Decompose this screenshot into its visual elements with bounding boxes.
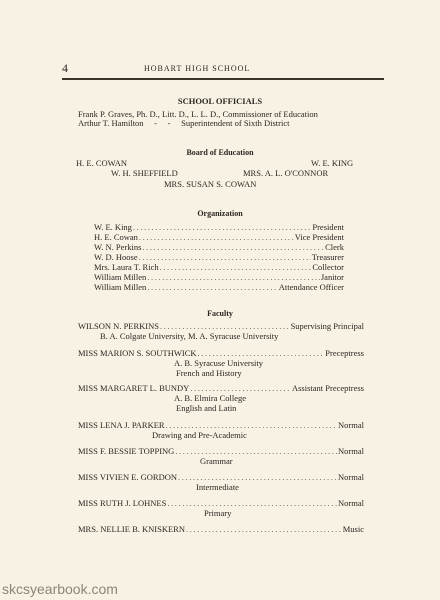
faculty-detail: Primary — [204, 508, 232, 518]
member-name: H. E. Cowan — [94, 232, 138, 242]
faculty-name: MISS MARGARET L. BUNDY — [78, 383, 190, 393]
faculty-role: Music — [342, 524, 364, 534]
dot-leader — [142, 242, 324, 252]
organization-row — [94, 272, 344, 282]
faculty-row — [78, 446, 364, 456]
dot-leader — [147, 282, 277, 292]
faculty-name: MISS VIVIEN E. GORDON — [78, 472, 178, 482]
dot-leader — [166, 420, 337, 430]
official-line: Arthur T. Hamilton - - Superintendent of Sixth District — [78, 118, 290, 128]
board-member: H. E. COWAN — [76, 158, 127, 168]
faculty-row — [78, 498, 364, 508]
faculty-row — [78, 348, 364, 358]
faculty-role: Normal — [338, 498, 364, 508]
running-title: HOBART HIGH SCHOOL — [144, 64, 251, 73]
faculty-detail: Grammar — [200, 456, 233, 466]
dot-leader — [167, 498, 337, 508]
organization-heading: Organization — [197, 209, 243, 218]
member-role: Attendance Officer — [278, 282, 344, 292]
dot-leader — [147, 272, 320, 282]
faculty-row — [78, 321, 364, 331]
organization-row — [94, 262, 344, 272]
faculty-detail: A. B. Syracuse University — [174, 358, 264, 368]
official-line: Frank P. Graves, Ph. D., Litt. D., L. L. D., Commissioner of Education — [78, 109, 318, 119]
board-heading: Board of Education — [186, 148, 254, 157]
faculty-detail: English and Latin — [176, 403, 237, 413]
faculty-row — [78, 383, 364, 393]
faculty-role: Supervising Principal — [290, 321, 364, 331]
board-member: W. H. SHEFFIELD — [111, 168, 178, 178]
organization-row — [94, 242, 344, 252]
board-member: MRS. A. L. O'CONNOR — [243, 168, 329, 178]
dot-leader — [160, 321, 290, 331]
faculty-role: Normal — [338, 420, 364, 430]
faculty-role: Normal — [338, 472, 364, 482]
faculty-role: Normal — [338, 446, 364, 456]
page-number: 4 — [62, 61, 68, 75]
faculty-detail: B. A. Colgate University, M. A. Syracuse University — [100, 331, 279, 341]
organization-row — [94, 252, 344, 262]
school-officials-heading: SCHOOL OFFICIALS — [177, 96, 263, 106]
faculty-detail: A. B. Elmira College — [174, 393, 247, 403]
faculty-row — [78, 472, 364, 482]
faculty-detail: French and History — [176, 368, 242, 378]
dot-leader — [186, 524, 342, 534]
faculty-role: Preceptress — [325, 348, 364, 358]
board-member: MRS. SUSAN S. COWAN — [164, 179, 257, 189]
faculty-name: MISS MARION S. SOUTHWICK — [78, 348, 197, 358]
faculty-name: MRS. NELLIE B. KNISKERN — [78, 524, 185, 534]
dot-leader — [190, 383, 291, 393]
member-name: W. D. Hoose — [94, 252, 138, 262]
dot-leader — [160, 262, 312, 272]
watermark-text: skcsyearbook.com — [2, 581, 118, 597]
dot-leader — [139, 252, 311, 262]
member-role: Vice President — [294, 232, 344, 242]
header-rule — [62, 78, 384, 80]
faculty-row — [78, 524, 364, 534]
member-role: Janitor — [320, 272, 344, 282]
member-role: Collector — [312, 262, 344, 272]
organization-row — [94, 232, 344, 242]
faculty-row — [78, 420, 364, 430]
faculty-detail: Drawing and Pre-Academic — [152, 430, 247, 440]
faculty-name: MISS LENA J. PARKER — [78, 420, 165, 430]
member-name: William Millen — [94, 282, 147, 292]
faculty-name: MISS F. BESSIE TOPPING — [78, 446, 175, 456]
dot-leader — [198, 348, 325, 358]
faculty-heading: Faculty — [207, 309, 233, 318]
member-name: W. N. Perkins — [94, 242, 142, 252]
faculty-name: MISS RUTH J. LOHNES — [78, 498, 167, 508]
member-role: President — [312, 222, 344, 232]
dot-leader — [133, 222, 311, 232]
member-name: William Millen — [94, 272, 147, 282]
faculty-role: Assistant Preceptress — [291, 383, 364, 393]
organization-row — [94, 222, 344, 232]
member-name: W. E. King — [94, 222, 132, 232]
dot-leader — [139, 232, 294, 242]
dot-leader — [175, 446, 337, 456]
organization-row — [94, 282, 344, 292]
board-member: W. E. KING — [311, 158, 354, 168]
faculty-detail: Intermediate — [196, 482, 239, 492]
member-name: Mrs. Laura T. Rich — [94, 262, 159, 272]
member-role: Treasurer — [311, 252, 344, 262]
faculty-name: WILSON N. PERKINS — [78, 321, 159, 331]
dot-leader — [178, 472, 337, 482]
member-role: Clerk — [325, 242, 344, 252]
